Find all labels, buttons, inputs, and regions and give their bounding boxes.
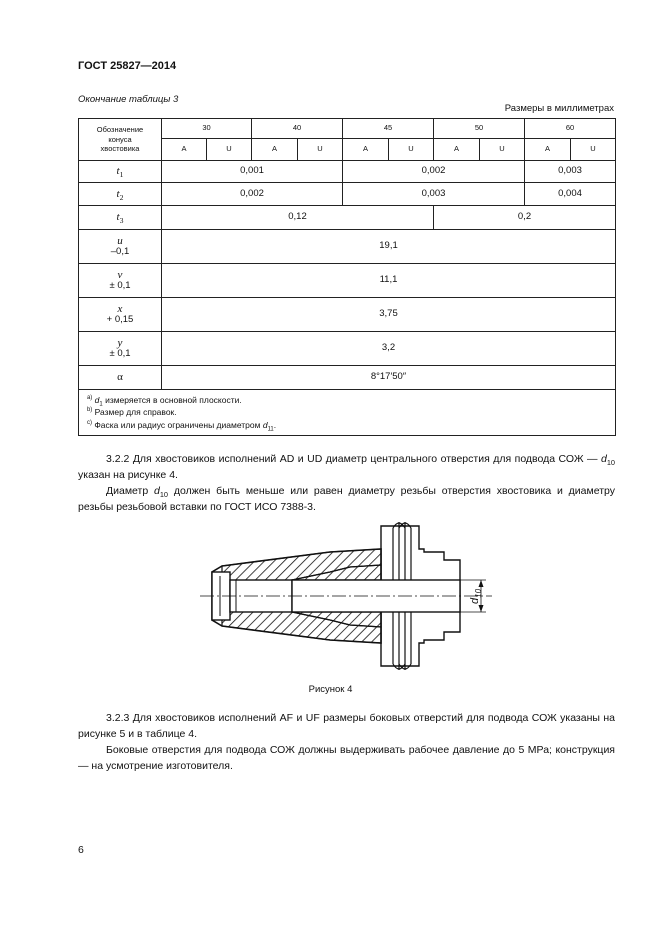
variant-header: U	[207, 139, 252, 161]
table-cell: 8°17′50″	[162, 366, 616, 390]
variant-header: U	[480, 139, 525, 161]
document-header: ГОСТ 25827—2014	[78, 60, 177, 72]
size-header: 45	[343, 119, 434, 139]
footnote-c: $^{c)}$ Фаска или радиус ограничены диаметром $d_{11}$.	[87, 419, 277, 433]
row-symbol: x + 0,15	[79, 298, 162, 332]
table-notes-row	[79, 390, 616, 436]
paragraph-3-2-2: 3.2.2 Для хвостовиков исполнений AD и UD диаметр центрального отверстия для подвода СОЖ — $d_{10}$ указан на рисунке 4.	[78, 453, 615, 481]
variant-header: A	[343, 139, 389, 161]
table-row-t2	[79, 183, 616, 206]
table-cell: 0,003	[525, 161, 616, 183]
header-label-cell	[79, 119, 162, 161]
variant-header: A	[252, 139, 298, 161]
row-symbol: α	[79, 366, 162, 390]
table-caption: Окончание таблицы 3	[78, 94, 179, 105]
table-cell: 0,12	[162, 206, 434, 230]
table-row-x	[79, 298, 616, 332]
table-cell: 0,2	[434, 206, 616, 230]
variant-header: U	[298, 139, 343, 161]
table-cell: 0,001	[162, 161, 343, 183]
table-cell: 3,2	[162, 332, 616, 366]
table-row-v	[79, 264, 616, 298]
table-row-u	[79, 230, 616, 264]
row-symbol: y ± 0,1	[79, 332, 162, 366]
table-cell: 3,75	[162, 298, 616, 332]
table-row-alpha	[79, 366, 616, 390]
table-notes	[79, 390, 616, 436]
dimensions-table	[78, 118, 616, 436]
size-header: 30	[162, 119, 252, 139]
header-label-line: Обозначение	[96, 124, 144, 134]
variant-header: A	[162, 139, 207, 161]
row-symbol: u –0,1	[79, 230, 162, 264]
footnote-a: $^{a)}$ $d_1$ измеряется в основной плоскости.	[87, 395, 242, 408]
table-row-y	[79, 332, 616, 366]
header-label-line: конуса	[108, 134, 132, 144]
header-label-line: хвостовика	[100, 144, 140, 154]
row-symbol: $t_2$	[79, 183, 162, 206]
table-row-t3	[79, 206, 616, 230]
table-cell: 19,1	[162, 230, 616, 264]
table-cell: 0,002	[343, 161, 525, 183]
units-note: Размеры в миллиметрах	[504, 103, 614, 114]
variant-header: A	[434, 139, 480, 161]
paragraph-3-2-2-diameter: Диаметр $d_{10}$ должен быть меньше или равен диаметру резьбы отверстия хвостовика и диаметру резьбы резьбовой вставки по ГОСТ ИСО 7388-3.	[78, 485, 616, 513]
size-header: 60	[525, 119, 616, 139]
figure-caption: Рисунок 4	[308, 684, 353, 695]
page-number: 6	[78, 844, 84, 856]
size-header: 50	[434, 119, 525, 139]
table-cell: 0,004	[525, 183, 616, 206]
row-symbol: $t_3$	[79, 206, 162, 230]
size-header: 40	[252, 119, 343, 139]
table-row-t1	[79, 161, 616, 183]
footnote-b: $^{b)}$ Размер для справок.	[87, 407, 177, 418]
d10-label: $d_{10}$	[469, 588, 483, 604]
paragraph-3-2-3: 3.2.3 Для хвостовиков исполнений AF и UF размеры боковых отверстий для подвода СОЖ указаны на рисунке 5 и в таблице 4.	[78, 712, 615, 740]
table-header-row	[79, 119, 616, 139]
paragraph-3-2-3-pressure: Боковые отверстия для подвода СОЖ должны выдерживать рабочее давление до 5 МРа; конструкция — на усмотрение изготовителя.	[78, 744, 615, 772]
shank-drawing	[200, 516, 500, 676]
row-symbol: v ± 0,1	[79, 264, 162, 298]
table-cell: 0,002	[162, 183, 343, 206]
variant-header: A	[525, 139, 571, 161]
table-cell: 0,003	[343, 183, 525, 206]
variant-header: U	[571, 139, 616, 161]
row-symbol: $t_1$	[79, 161, 162, 183]
table-cell: 11,1	[162, 264, 616, 298]
variant-header: U	[389, 139, 434, 161]
